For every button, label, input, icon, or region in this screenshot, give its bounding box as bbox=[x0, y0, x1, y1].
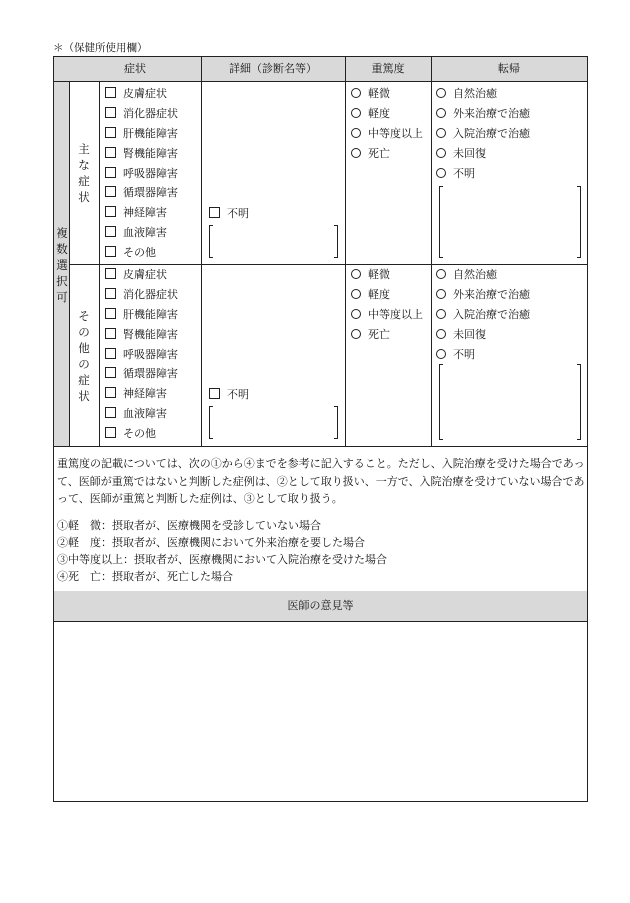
checkbox-icon[interactable] bbox=[105, 288, 116, 299]
other-symptom-checklist bbox=[105, 265, 178, 444]
outcome-option[interactable]: 不明 bbox=[436, 345, 530, 365]
main-details-unknown[interactable]: 不明 bbox=[209, 204, 249, 224]
severity-option[interactable]: 死亡 bbox=[351, 325, 423, 345]
main-details-input[interactable] bbox=[209, 225, 338, 258]
checkbox-icon[interactable] bbox=[105, 107, 116, 118]
checkbox-icon[interactable] bbox=[105, 348, 116, 359]
other-outcome-options bbox=[436, 265, 530, 364]
other-severity-options bbox=[351, 265, 423, 345]
report-form bbox=[53, 56, 588, 802]
other-symptoms-label: そ の 他 の 症 状 bbox=[78, 309, 90, 403]
header-severity: 重篤度 bbox=[371, 62, 405, 75]
other-symptom-option[interactable]: その他 bbox=[105, 424, 178, 444]
legend-item: ①軽 微：摂取者が、医療機関を受診していない場合 bbox=[57, 519, 321, 532]
severity-option[interactable]: 軽微 bbox=[351, 265, 423, 285]
other-symptom-option[interactable]: 血液障害 bbox=[105, 404, 178, 424]
outcome-option[interactable]: 自然治癒 bbox=[436, 265, 530, 285]
checkbox-icon[interactable] bbox=[105, 127, 116, 138]
radio-icon[interactable] bbox=[351, 148, 361, 158]
doctor-opinion-input[interactable] bbox=[54, 622, 587, 801]
severity-option[interactable]: 中等度以上 bbox=[351, 124, 423, 144]
outcome-option[interactable]: 未回復 bbox=[436, 325, 530, 345]
severity-option[interactable]: 軽微 bbox=[351, 84, 423, 104]
legend-item: ③中等度以上：摂取者が、医療機関において入院治療を受けた場合 bbox=[57, 553, 387, 566]
checkbox-icon[interactable] bbox=[105, 427, 116, 438]
checkbox-icon[interactable] bbox=[209, 388, 220, 399]
main-symptom-option[interactable]: 血液障害 bbox=[105, 223, 178, 243]
radio-icon[interactable] bbox=[351, 108, 361, 118]
checkbox-icon[interactable] bbox=[209, 207, 220, 218]
radio-icon[interactable] bbox=[436, 289, 446, 299]
checkbox-icon[interactable] bbox=[105, 186, 116, 197]
other-symptom-option[interactable]: 消化器症状 bbox=[105, 285, 178, 305]
checkbox-icon[interactable] bbox=[105, 308, 116, 319]
severity-option[interactable]: 死亡 bbox=[351, 144, 423, 164]
checkbox-icon[interactable] bbox=[105, 206, 116, 217]
severity-instructions: 重篤度の記載については、次の①から④までを参考に記入すること。ただし、入院治療を受けた場合であって、医師が重篤ではないと判断した症例は、②として取り扱い、一方で、入院治療を受けていない場合であって、医師が重篤と判断した症例は、③として取り扱う。 bbox=[57, 457, 585, 505]
outcome-option[interactable]: 外来治療で治癒 bbox=[436, 104, 530, 124]
main-symptom-option[interactable]: 皮膚症状 bbox=[105, 84, 178, 104]
main-symptom-option[interactable]: 消化器症状 bbox=[105, 104, 178, 124]
checkbox-icon[interactable] bbox=[105, 407, 116, 418]
legend-item: ②軽 度：摂取者が、医療機関において外来治療を要した場合 bbox=[57, 536, 365, 549]
severity-option[interactable]: 中等度以上 bbox=[351, 305, 423, 325]
header-details: 詳細（診断名等） bbox=[229, 62, 317, 75]
radio-icon[interactable] bbox=[436, 128, 446, 138]
main-symptom-option[interactable]: 肝機能障害 bbox=[105, 124, 178, 144]
other-details-unknown[interactable]: 不明 bbox=[209, 385, 249, 405]
radio-icon[interactable] bbox=[436, 88, 446, 98]
doctor-opinion-title: 医師の意見等 bbox=[54, 591, 587, 621]
main-severity-options bbox=[351, 84, 423, 164]
main-symptom-option[interactable]: 循環器障害 bbox=[105, 183, 178, 203]
other-symptom-option[interactable]: 腎機能障害 bbox=[105, 325, 178, 345]
legend-item: ④死 亡：摂取者が、死亡した場合 bbox=[57, 570, 233, 583]
outcome-option[interactable]: 入院治療で治癒 bbox=[436, 124, 530, 144]
severity-option[interactable]: 軽度 bbox=[351, 104, 423, 124]
radio-icon[interactable] bbox=[351, 309, 361, 319]
checkbox-icon[interactable] bbox=[105, 328, 116, 339]
multiple-selection-label: 複 数 選 択 可 bbox=[56, 226, 68, 304]
radio-icon[interactable] bbox=[351, 289, 361, 299]
main-symptom-checklist bbox=[105, 84, 178, 263]
severity-legend bbox=[57, 517, 387, 585]
radio-icon[interactable] bbox=[351, 269, 361, 279]
checkbox-icon[interactable] bbox=[105, 246, 116, 257]
main-outcome-input[interactable] bbox=[439, 186, 581, 258]
checkbox-icon[interactable] bbox=[105, 167, 116, 178]
other-symptom-option[interactable]: 循環器障害 bbox=[105, 364, 178, 384]
radio-icon[interactable] bbox=[436, 329, 446, 339]
main-symptom-option[interactable]: 腎機能障害 bbox=[105, 144, 178, 164]
checkbox-icon[interactable] bbox=[105, 87, 116, 98]
outcome-option[interactable]: 外来治療で治癒 bbox=[436, 285, 530, 305]
main-symptoms-label: 主 な 症 状 bbox=[78, 142, 90, 204]
usage-note: ＊（保健所使用欄） bbox=[53, 42, 148, 54]
radio-icon[interactable] bbox=[351, 88, 361, 98]
other-symptom-option[interactable]: 肝機能障害 bbox=[105, 305, 178, 325]
radio-icon[interactable] bbox=[351, 128, 361, 138]
main-symptom-option[interactable]: 神経障害 bbox=[105, 203, 178, 223]
checkbox-icon[interactable] bbox=[105, 367, 116, 378]
checkbox-icon[interactable] bbox=[105, 226, 116, 237]
other-outcome-input[interactable] bbox=[439, 364, 581, 440]
header-outcome: 転帰 bbox=[498, 62, 520, 75]
radio-icon[interactable] bbox=[436, 309, 446, 319]
radio-icon[interactable] bbox=[436, 269, 446, 279]
other-symptom-option[interactable]: 呼吸器障害 bbox=[105, 345, 178, 365]
checkbox-icon[interactable] bbox=[105, 147, 116, 158]
outcome-option[interactable]: 自然治癒 bbox=[436, 84, 530, 104]
radio-icon[interactable] bbox=[436, 108, 446, 118]
main-symptom-option[interactable]: 呼吸器障害 bbox=[105, 164, 178, 184]
radio-icon[interactable] bbox=[351, 329, 361, 339]
header-symptoms: 症状 bbox=[124, 62, 146, 75]
other-symptom-option[interactable]: 皮膚症状 bbox=[105, 265, 178, 285]
outcome-option[interactable]: 未回復 bbox=[436, 144, 530, 164]
severity-option[interactable]: 軽度 bbox=[351, 285, 423, 305]
radio-icon[interactable] bbox=[436, 168, 446, 178]
outcome-option[interactable]: 入院治療で治癒 bbox=[436, 305, 530, 325]
outcome-option[interactable]: 不明 bbox=[436, 164, 530, 184]
other-symptom-option[interactable]: 神経障害 bbox=[105, 384, 178, 404]
main-symptom-option[interactable]: その他 bbox=[105, 243, 178, 263]
checkbox-icon[interactable] bbox=[105, 268, 116, 279]
radio-icon[interactable] bbox=[436, 148, 446, 158]
other-details-input[interactable] bbox=[209, 406, 338, 439]
radio-icon[interactable] bbox=[436, 349, 446, 359]
checkbox-icon[interactable] bbox=[105, 387, 116, 398]
main-outcome-options bbox=[436, 84, 530, 183]
